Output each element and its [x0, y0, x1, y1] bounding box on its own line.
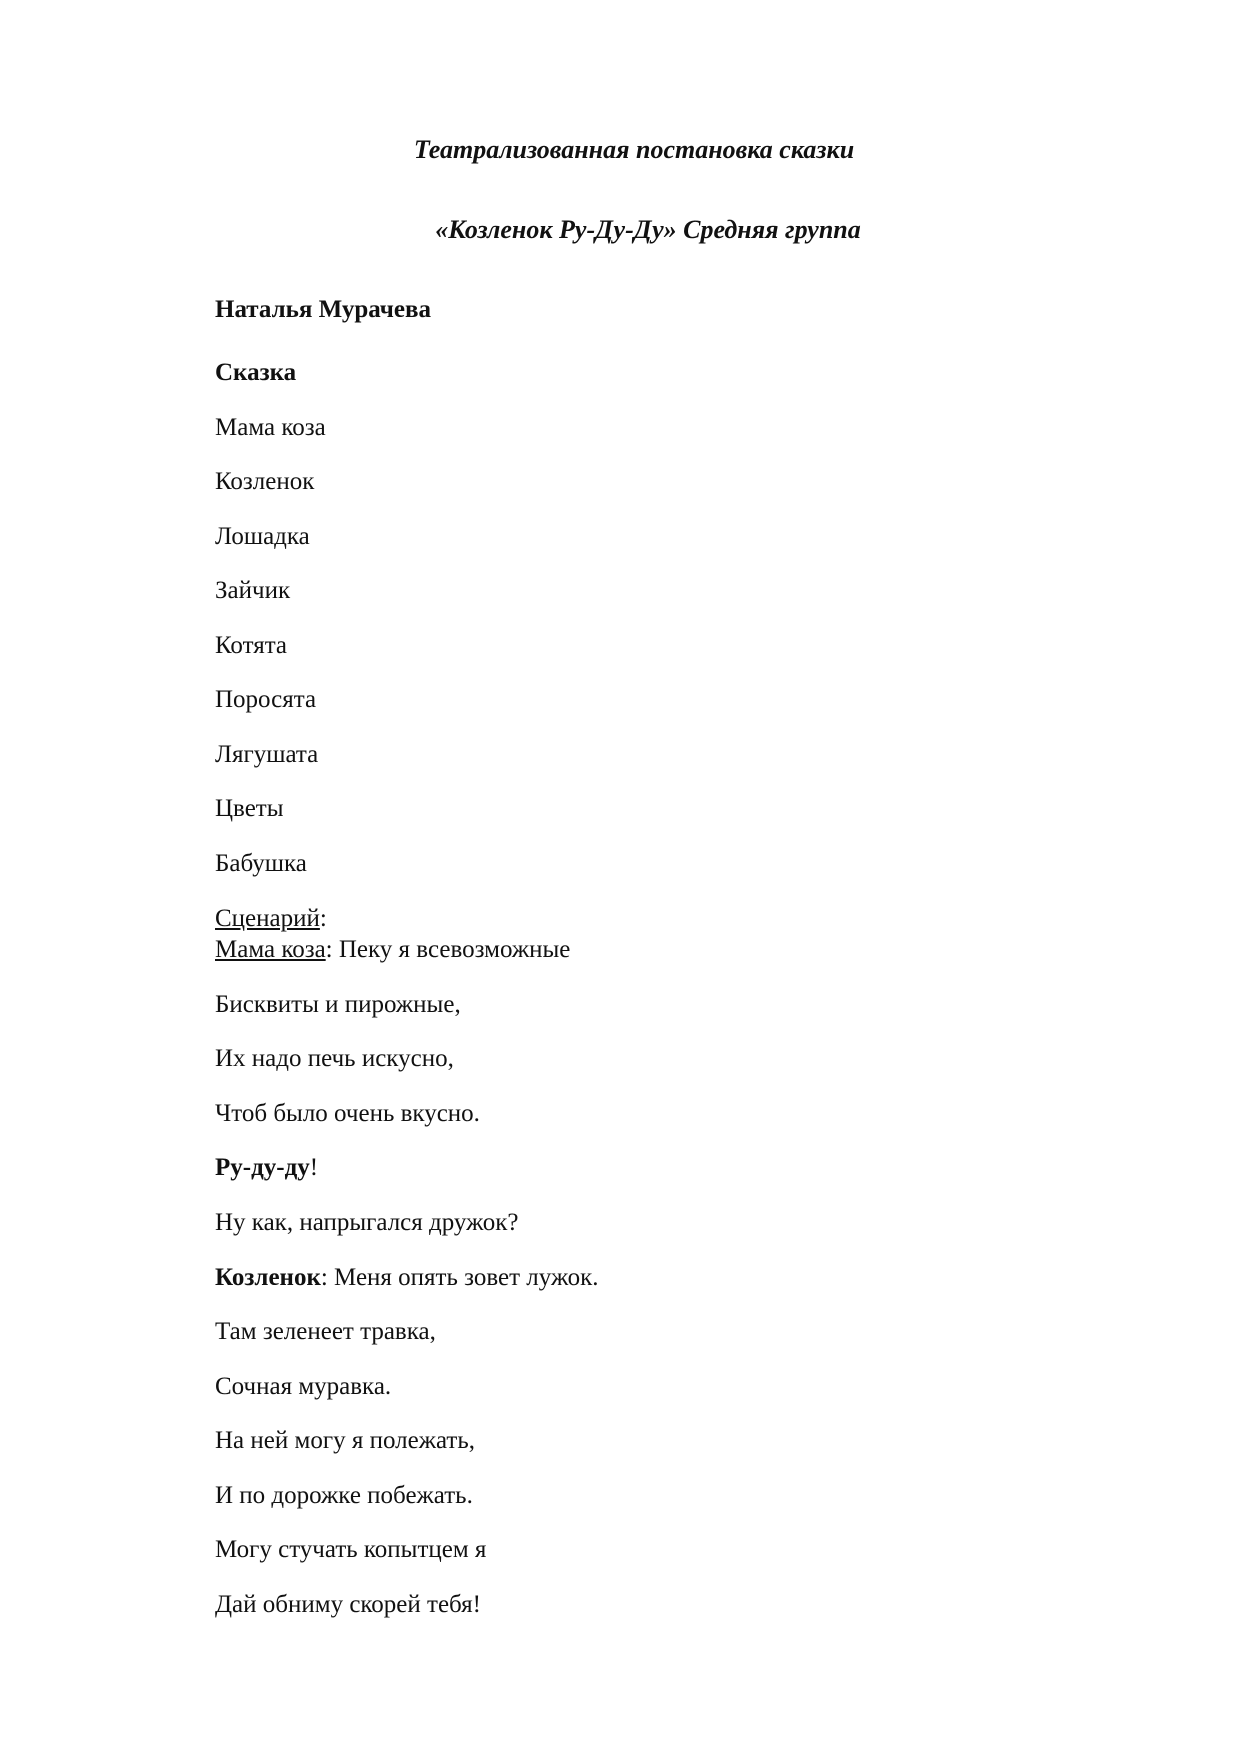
script-line — [215, 1153, 318, 1183]
character-item: Козленок — [215, 468, 315, 495]
script-line: И по дорожке побежать. — [215, 1482, 473, 1509]
script-line: На ней могу я полежать, — [215, 1427, 475, 1454]
speaker-name: Козленок — [215, 1264, 321, 1291]
script-line: Дай обниму скорей тебя! — [215, 1591, 481, 1618]
author-name: Наталья Мурачева — [215, 296, 431, 323]
script-heading-label: Сценарий — [215, 905, 320, 932]
speech-text: : Пеку я всевозможные — [325, 936, 571, 963]
character-item: Котята — [215, 632, 288, 659]
character-item: Бабушка — [215, 850, 307, 877]
script-line: Там зеленеет травка, — [215, 1318, 436, 1345]
script-line: Ну как, напрыгался дружок? — [215, 1209, 519, 1236]
script-heading-punct: : — [319, 905, 327, 932]
script-line — [215, 935, 570, 965]
script-line: Сочная муравка. — [215, 1373, 392, 1400]
exclamation-punct: ! — [309, 1154, 319, 1181]
script-line: Бисквиты и пирожные, — [215, 991, 461, 1018]
script-line: Могу стучать копытцем я — [215, 1536, 487, 1563]
exclamation-label: Ру-ду-ду — [215, 1154, 310, 1181]
character-item: Лошадка — [215, 523, 310, 550]
speech-text: : Меня опять зовет лужок. — [320, 1264, 599, 1291]
script-line — [215, 1263, 598, 1293]
script-line: Их надо печь искусно, — [215, 1045, 454, 1072]
character-item: Мама коза — [215, 414, 326, 441]
title-line-2: «Козленок Ру-Ду-Ду» Средняя группа — [435, 215, 861, 244]
character-item: Лягушата — [215, 741, 319, 768]
title-line-1: Театрализованная постановка сказки — [413, 135, 855, 164]
script-heading — [215, 904, 327, 934]
script-line: Чтоб было очень вкусно. — [215, 1100, 480, 1127]
character-item: Поросята — [215, 686, 317, 713]
character-item: Цветы — [215, 795, 284, 822]
cast-heading: Сказка — [215, 359, 297, 386]
character-item: Зайчик — [215, 577, 291, 604]
speaker-name: Мама коза — [215, 936, 326, 963]
